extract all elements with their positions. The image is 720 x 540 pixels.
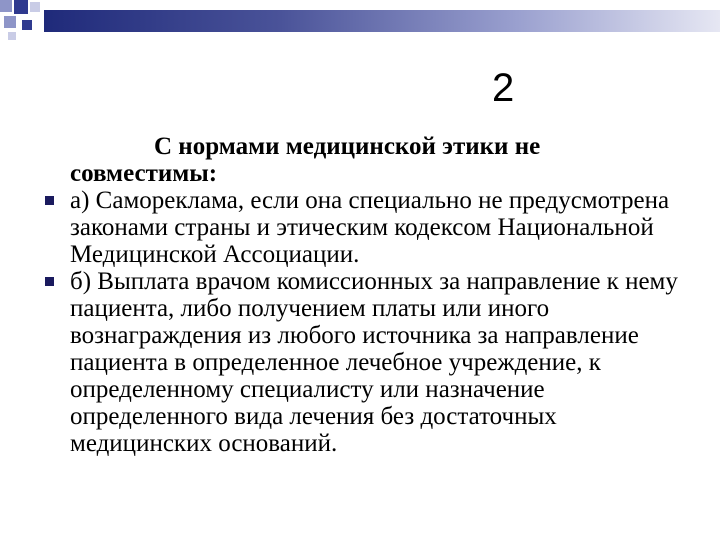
bullet-text: б) Выплата врачом комиссионных за направление к нему пациента, либо получением платы или иного вознаграждения из любого источника за направление пациента в определенное лечебное учреждение, к определенному специалисту или назначение определенного вида лечения без достаточных медицинских оснований. [70,268,678,457]
corner-square-decoration [30,2,40,12]
corner-square-decoration [14,0,28,14]
bullet-item [70,187,690,268]
heading-line: совместимы: [70,160,218,187]
corner-square-decoration [0,0,12,12]
bullet-item [70,268,690,457]
heading-line: С нормами медицинской этики не [154,133,541,160]
corner-square-decoration [4,16,16,28]
corner-square-decoration [22,20,32,30]
slide-number: 2 [492,66,515,110]
slide-body [70,133,690,457]
top-gradient-bar [44,10,720,32]
square-bullet-icon [45,196,54,205]
bullet-text: а) Самореклама, если она специально не предусмотрена законами страны и этическим кодексом Национальной Медицинской Ассоциации. [70,187,670,268]
slide-heading [70,133,690,187]
square-bullet-icon [45,277,54,286]
corner-square-decoration [8,32,16,40]
